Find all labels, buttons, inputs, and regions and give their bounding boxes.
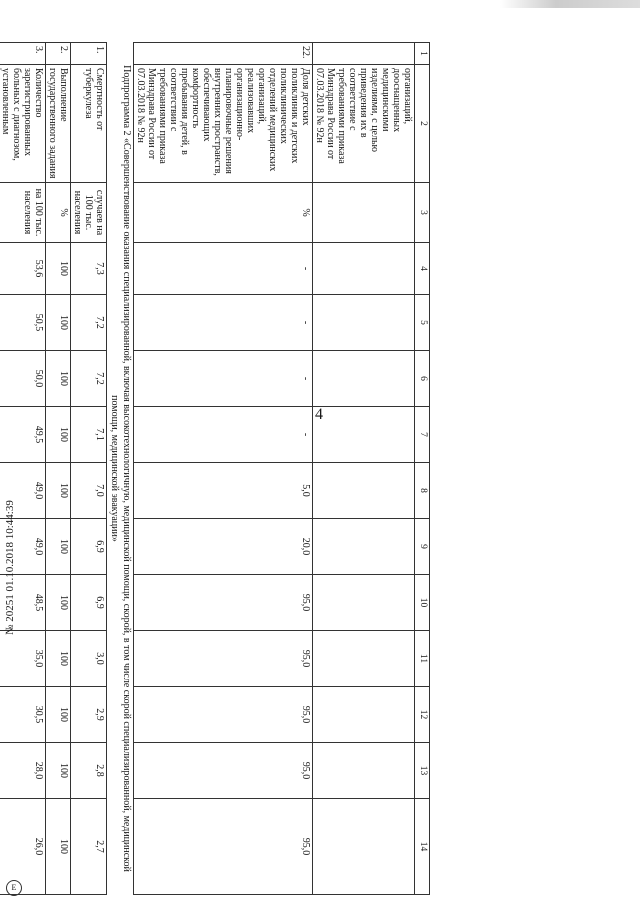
value-cell: 2,7 [71,799,107,895]
indicator-name: Доля детских поликлиник и детских поликлинических отделений медицинских организаций, реализовавших организационно-планировочные решения внутренних пространств, обеспечивающих комфортность пребывания детей, в соответствии с требованиями приказа Минздрава России от 07.03.2018 № 92н [134,65,313,183]
value-cell [313,687,415,743]
value-cell: 6,9 [71,575,107,631]
value-cell [313,243,415,295]
emblem-icon: Е [6,880,22,896]
column-number-cell: 12 [415,687,430,743]
value-cell [313,351,415,407]
value-cell: 95,0 [134,631,313,687]
column-number-cell: 1 [415,43,430,65]
value-cell [313,407,415,463]
row-number: 1. [71,43,107,65]
value-cell: 95,0 [134,799,313,895]
column-number-row [415,43,430,895]
value-cell: 100 [46,351,71,407]
value-cell: 100 [46,295,71,351]
row-number: 22. [134,43,313,65]
column-number-cell: 10 [415,575,430,631]
value-cell: 2,8 [71,743,107,799]
table-row [0,43,46,895]
unit-cell [313,183,415,243]
value-cell: - [134,351,313,407]
subprogram-title: Подпрограмма 2 «Совершенствование оказания специализированной, включая высокотехнологичную, медицинской помощи, скорой, в том числе скорой специализированной, медицинской помощи, медицинской эвакуации» [107,43,134,895]
registration-stamp: № 20251 01.10.2018 10:44:39 [4,500,16,635]
value-cell: 49,0 [0,463,46,519]
row-number: 3. [0,43,46,65]
value-cell: 26,0 [0,799,46,895]
indicator-name: организаций, дооснащенных медицинскими изделиями, с целью приведения их в соответствие с требованиями приказа Минздрава России от 07.03.2018 № 92н [313,65,415,183]
column-number-cell: 2 [415,65,430,183]
unit-cell: % [46,183,71,243]
indicator-name: Выполнение государственного задания [46,65,71,183]
indicators-table [0,42,430,895]
value-cell: 7,2 [71,295,107,351]
column-number-cell: 4 [415,243,430,295]
value-cell: 95,0 [134,687,313,743]
value-cell: 7,3 [71,243,107,295]
unit-cell: на 100 тыс. населения [0,183,46,243]
value-cell: 100 [46,799,71,895]
value-cell: 35,0 [0,631,46,687]
value-cell: 100 [46,243,71,295]
table-row [71,43,107,895]
column-number-cell: 9 [415,519,430,575]
value-cell [313,295,415,351]
value-cell: 100 [46,743,71,799]
value-cell: 53,6 [0,243,46,295]
unit-cell: % [134,183,313,243]
column-number-cell: 11 [415,631,430,687]
value-cell: 100 [46,687,71,743]
value-cell [313,743,415,799]
value-cell: 95,0 [134,575,313,631]
indicator-name: Количество зарегистрированных больных с диагнозом, установленным [0,65,46,183]
value-cell: 49,5 [0,407,46,463]
value-cell: 7,2 [71,351,107,407]
column-number-cell: 8 [415,463,430,519]
value-cell: 100 [46,463,71,519]
value-cell: 6,9 [71,519,107,575]
column-number-cell: 14 [415,799,430,895]
value-cell: 100 [46,407,71,463]
value-cell: 95,0 [134,743,313,799]
value-cell [313,463,415,519]
value-cell: 3,0 [71,631,107,687]
value-cell: 7,1 [71,407,107,463]
indicator-name: Смертность от туберкулеза [71,65,107,183]
column-number-cell: 6 [415,351,430,407]
value-cell: - [134,243,313,295]
column-number-cell: 7 [415,407,430,463]
column-number-cell: 13 [415,743,430,799]
value-cell: 50,5 [0,295,46,351]
value-cell: 28,0 [0,743,46,799]
column-number-cell: 3 [415,183,430,243]
value-cell: 30,5 [0,687,46,743]
value-cell: 7,0 [71,463,107,519]
value-cell: - [134,295,313,351]
value-cell [313,519,415,575]
unit-cell: случаев на 100 тыс. населения [71,183,107,243]
value-cell: 49,0 [0,519,46,575]
value-cell: 20,0 [134,519,313,575]
page-number: 4 [315,406,323,423]
value-cell: - [134,407,313,463]
subprogram-row [107,43,134,895]
value-cell: 100 [46,631,71,687]
table-row [313,43,415,895]
value-cell: 48,5 [0,575,46,631]
value-cell: 100 [46,575,71,631]
value-cell: 50,0 [0,351,46,407]
table-row [134,43,313,895]
value-cell [313,799,415,895]
row-number [313,43,415,65]
value-cell: 5,0 [134,463,313,519]
row-number: 2. [46,43,71,65]
value-cell [313,631,415,687]
value-cell [313,575,415,631]
value-cell: 2,9 [71,687,107,743]
column-number-cell: 5 [415,295,430,351]
table-row [46,43,71,895]
value-cell: 100 [46,519,71,575]
